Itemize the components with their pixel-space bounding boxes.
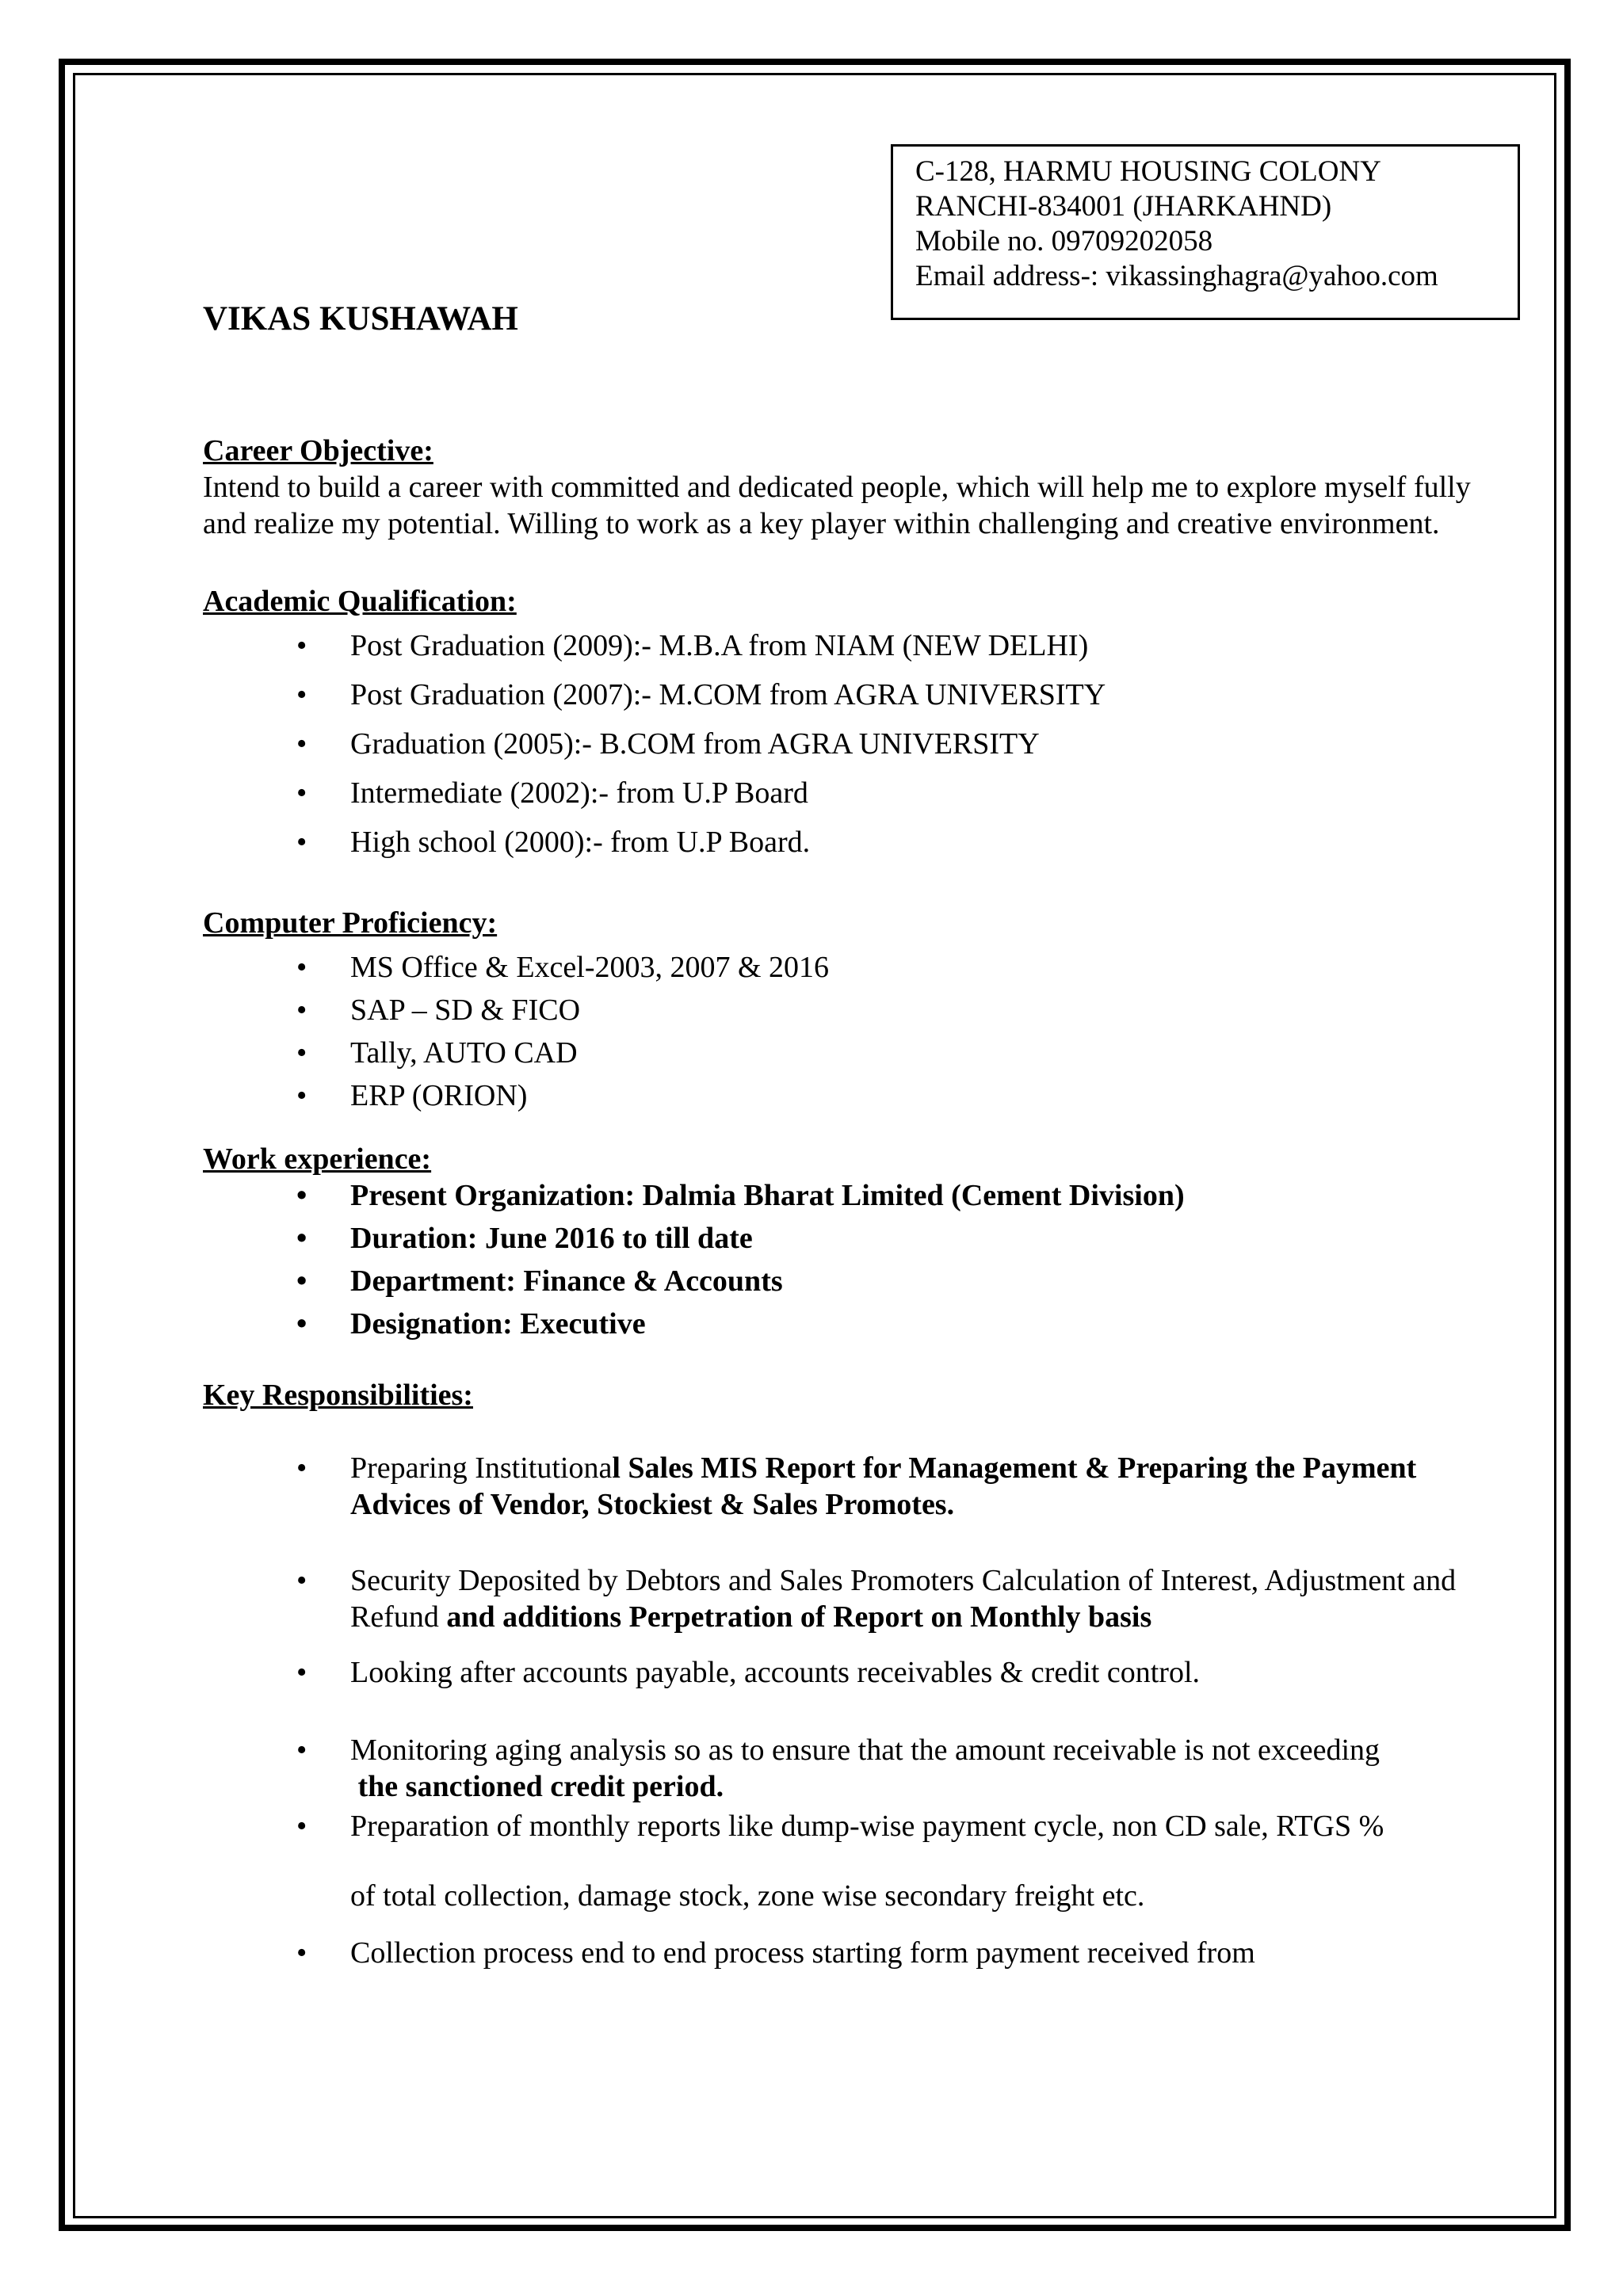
career-objective-heading: Career Objective: <box>203 434 433 467</box>
responsibility-text: Preparation of monthly reports like dump-wise payment cycle, non CD sale, RTGS % <box>350 1810 1384 1843</box>
computer-item: • SAP – SD & FICO <box>203 992 1522 1028</box>
computer-item: • ERP (ORION) <box>203 1077 1522 1114</box>
responsibility-text-bold: and additions Perpetration of Report on Monthly basis <box>446 1600 1152 1634</box>
responsibility-text: Monitoring aging analysis so as to ensure that the amount receivable is not exceeding <box>350 1733 1381 1767</box>
work-item: • Present Organization: Dalmia Bharat Limited (Cement Division) <box>203 1177 1522 1214</box>
responsibility-text: of total collection, damage stock, zone wise secondary freight etc. <box>350 1879 1145 1913</box>
responsibility-text: Security Deposited by Debtors and Sales Promoters Calculation of Interest, Adjustment and Refund <box>350 1564 1457 1634</box>
academic-heading: Academic Qualification: <box>203 585 517 618</box>
work-list <box>203 1177 1522 1342</box>
work-item: • Duration: June 2016 to till date <box>203 1220 1522 1257</box>
academic-list <box>203 627 1522 860</box>
responsibility-item: • Looking after accounts payable, accounts receivables & credit control. <box>203 1654 1522 1691</box>
address-line-1: C-128, HARMU HOUSING COLONY <box>915 155 1381 188</box>
responsibility-text-bold: the sanctioned credit period. <box>357 1770 724 1803</box>
responsibilities-heading: Key Responsibilities: <box>203 1379 473 1412</box>
responsibility-item <box>203 1450 1522 1523</box>
work-heading: Work experience: <box>203 1142 432 1176</box>
academic-item: • Intermediate (2002):- from U.P Board <box>203 775 1522 811</box>
responsibility-item <box>203 1808 1522 1914</box>
responsibility-item <box>203 1562 1522 1635</box>
responsibility-text: Preparing Institutiona <box>350 1451 613 1485</box>
contact-box <box>891 144 1520 320</box>
academic-item: • High school (2000):- from U.P Board. <box>203 824 1522 860</box>
computer-list <box>203 949 1522 1114</box>
academic-item: • Graduation (2005):- B.COM from AGRA UNIVERSITY <box>203 726 1522 762</box>
mobile-number: Mobile no. 09709202058 <box>915 225 1213 257</box>
computer-item: • Tally, AUTO CAD <box>203 1035 1522 1071</box>
work-item: • Department: Finance & Accounts <box>203 1263 1522 1299</box>
computer-heading: Computer Proficiency: <box>203 906 498 940</box>
academic-item: • Post Graduation (2007):- M.COM from AGRA UNIVERSITY <box>203 677 1522 713</box>
computer-item: • MS Office & Excel-2003, 2007 & 2016 <box>203 949 1522 986</box>
address-line-2: RANCHI-834001 (JHARKAHND) <box>915 190 1332 223</box>
resume-body <box>203 433 1522 1971</box>
responsibility-text-bold: l Sales MIS Report for Management & Preparing the Payment Advices of Vendor, Stockiest & Sales Promotes. <box>350 1451 1417 1521</box>
responsibilities-list <box>203 1450 1522 1971</box>
email-address: Email address-: vikassinghagra@yahoo.com <box>915 260 1438 292</box>
responsibility-item <box>203 1732 1522 1805</box>
responsibility-item: • Collection process end to end process starting form payment received from <box>203 1935 1522 1971</box>
career-objective-text: Intend to build a career with committed and dedicated people, which will help me to explore myself fully and realize my potential. Willing to work as a key player within challenging and creative environment. <box>203 471 1471 540</box>
academic-item: • Post Graduation (2009):- M.B.A from NIAM (NEW DELHI) <box>203 627 1522 664</box>
candidate-name: VIKAS KUSHAWAH <box>203 300 518 338</box>
work-item: • Designation: Executive <box>203 1306 1522 1342</box>
